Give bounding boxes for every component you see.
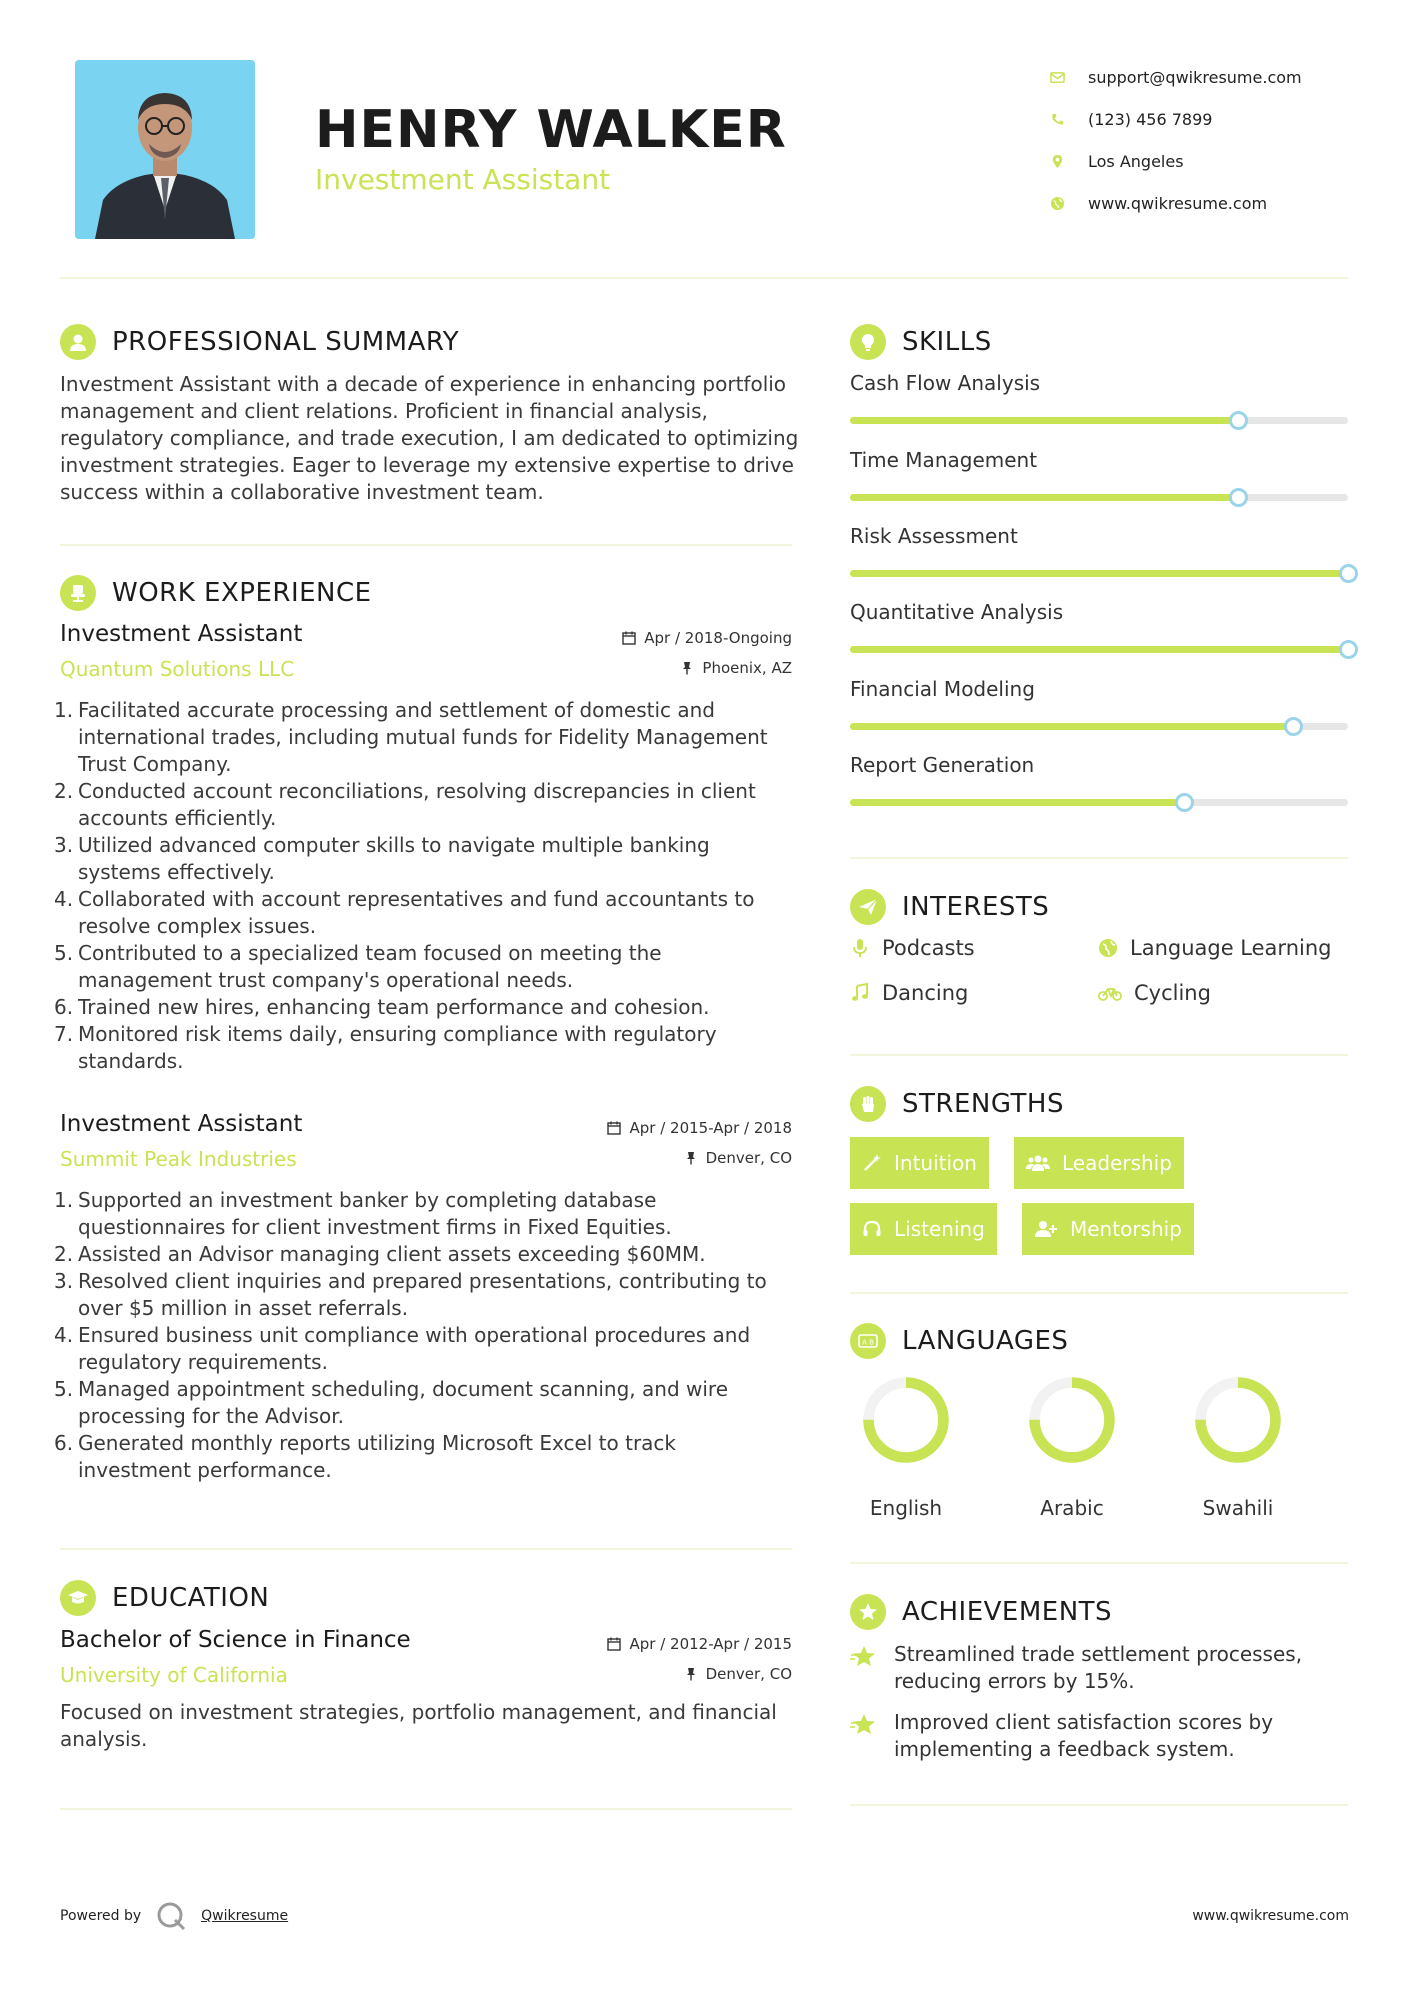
envelope-icon	[1050, 70, 1065, 85]
language-icon	[857, 1330, 879, 1352]
list-item: 2. Conducted account reconciliations, resolving discrepancies in client accounts efficiently.	[54, 779, 756, 830]
job-1-date	[622, 629, 792, 647]
experience-divider	[60, 1548, 792, 1550]
job-2-location-text: Denver, CO	[705, 1149, 792, 1167]
list-item: 1. Supported an investment banker by completing database questionnaires for client investment firms in Fixed Equities.	[54, 1188, 672, 1239]
pushpin-icon	[684, 1667, 698, 1681]
strength-label: Leadership	[1062, 1151, 1172, 1175]
summary-title: PROFESSIONAL SUMMARY	[112, 327, 460, 357]
bicycle-icon	[1098, 983, 1122, 1003]
user-icon	[67, 331, 89, 353]
list-item: 1. Facilitated accurate processing and settlement of domestic and international trades, including mutual funds for Fidelity Management Trust Company.	[54, 698, 768, 776]
pushpin-icon	[680, 661, 694, 675]
user-plus-icon	[1034, 1219, 1058, 1239]
award-star-icon	[850, 1643, 878, 1671]
contact-list	[1050, 56, 1350, 224]
users-icon	[1026, 1153, 1050, 1173]
list-item: 3. Utilized advanced computer skills to navigate multiple banking systems effectively.	[54, 833, 710, 884]
achievement-item	[850, 1709, 1350, 1763]
map-pin-icon	[1050, 154, 1065, 169]
powered-by-label: Powered by	[60, 1908, 142, 1924]
strength-label: Listening	[894, 1217, 985, 1241]
interests-title: INTERESTS	[902, 892, 1050, 922]
languages-heading	[850, 1323, 1068, 1359]
skill-item	[850, 371, 1348, 424]
hand-icon	[857, 1093, 879, 1115]
summary-text: Investment Assistant with a decade of experience in enhancing portfolio management and client relations. Proficient in financial analysis, regulatory compliance, and trade execution, I am dedicated to optimizing investment strategies. Eager to leverage my extensive expertise to drive success within a collaborative investment team.	[60, 372, 799, 504]
language-ring	[858, 1372, 954, 1468]
job-2-location	[684, 1149, 792, 1167]
interest-label: Dancing	[882, 981, 969, 1005]
list-item: 2. Assisted an Advisor managing client assets exceeding $60MM.	[54, 1242, 706, 1266]
skill-name: Quantitative Analysis	[850, 600, 1064, 624]
job-1-location-text: Phoenix, AZ	[702, 659, 792, 677]
achievement-text: Improved client satisfaction scores by implementing a feedback system.	[894, 1710, 1274, 1761]
skill-item	[850, 448, 1348, 501]
list-item: 4. Ensured business unit compliance with operational procedures and regulatory requirements.	[54, 1323, 751, 1374]
interest-item	[850, 936, 975, 960]
job-2-company: Summit Peak Industries	[60, 1147, 297, 1171]
candidate-name: HENRY WALKER	[315, 100, 787, 160]
skill-bar	[850, 646, 1348, 653]
skill-bar	[850, 799, 1348, 806]
profile-photo	[75, 60, 255, 239]
person-silhouette-icon	[75, 60, 255, 239]
interest-label: Cycling	[1134, 981, 1211, 1005]
pushpin-icon	[684, 1151, 698, 1165]
achievement-item	[850, 1641, 1350, 1695]
skills-divider	[850, 857, 1348, 859]
education-date	[607, 1635, 792, 1653]
skill-name: Cash Flow Analysis	[850, 371, 1041, 395]
phone-icon	[1050, 112, 1065, 127]
education-degree: Bachelor of Science in Finance	[60, 1627, 411, 1653]
microphone-icon	[850, 938, 870, 958]
skill-bar	[850, 723, 1348, 730]
job-2-date-text: Apr / 2015-Apr / 2018	[629, 1119, 792, 1137]
contact-location	[1050, 140, 1350, 182]
education-description: Focused on investment strategies, portfolio management, and financial analysis.	[60, 1700, 777, 1751]
magic-wand-icon	[862, 1153, 882, 1173]
list-item: 6. Trained new hires, enhancing team performance and cohesion.	[54, 995, 710, 1019]
footer-url[interactable]: www.qwikresume.com	[1192, 1908, 1349, 1924]
experience-title: WORK EXPERIENCE	[112, 578, 372, 608]
strength-tag	[1022, 1203, 1194, 1255]
experience-heading	[60, 575, 372, 611]
interests-divider	[850, 1054, 1348, 1056]
skills-heading	[850, 324, 992, 360]
education-date-text: Apr / 2012-Apr / 2015	[629, 1635, 792, 1653]
job-1-date-text: Apr / 2018-Ongoing	[644, 629, 792, 647]
svg-text:A B: A B	[862, 1338, 874, 1347]
list-item: 4. Collaborated with account representatives and fund accountants to resolve complex issues.	[54, 887, 755, 938]
header-divider	[60, 277, 1348, 279]
list-item: 5. Managed appointment scheduling, document scanning, and wire processing for the Advisor.	[54, 1377, 728, 1428]
skills-title: SKILLS	[902, 327, 992, 357]
paper-plane-icon	[857, 896, 879, 918]
calendar-icon	[607, 1637, 621, 1651]
strengths-heading	[850, 1086, 1064, 1122]
music-note-icon	[850, 983, 870, 1003]
job-1-company: Quantum Solutions LLC	[60, 657, 295, 681]
languages-divider	[850, 1562, 1348, 1564]
star-badge-icon	[857, 1601, 879, 1623]
calendar-icon	[622, 631, 636, 645]
skill-item	[850, 524, 1348, 577]
contact-email[interactable]	[1050, 56, 1350, 98]
job-2	[54, 1111, 792, 1484]
language-item	[856, 1372, 956, 1520]
job-1	[54, 621, 792, 1075]
strengths-divider	[850, 1292, 1348, 1294]
education-location-text: Denver, CO	[705, 1665, 792, 1683]
achievements-divider	[850, 1804, 1348, 1806]
education-entry	[60, 1627, 792, 1753]
chair-icon	[67, 582, 89, 604]
globe-icon	[1050, 196, 1065, 211]
interest-label: Podcasts	[882, 936, 975, 960]
job-1-location	[680, 659, 792, 677]
education-school: University of California	[60, 1663, 288, 1687]
interest-item	[1098, 936, 1331, 960]
language-ring	[1190, 1372, 1286, 1468]
strength-tag	[1014, 1137, 1184, 1189]
job-1-bullets	[54, 697, 792, 1075]
skill-name: Report Generation	[850, 753, 1035, 777]
contact-website-text: www.qwikresume.com	[1088, 193, 1268, 213]
strengths-title: STRENGTHS	[902, 1089, 1064, 1119]
skill-name: Time Management	[850, 448, 1038, 472]
globe-icon	[1098, 938, 1118, 958]
headphones-icon	[862, 1219, 882, 1239]
skill-bar	[850, 494, 1348, 501]
languages-title: LANGUAGES	[902, 1326, 1069, 1356]
interest-item	[1098, 981, 1211, 1005]
skill-name: Risk Assessment	[850, 524, 1018, 548]
lightbulb-icon	[857, 331, 879, 353]
job-1-role: Investment Assistant	[60, 621, 303, 647]
skill-item	[850, 753, 1348, 806]
interest-item	[850, 981, 968, 1005]
achievements-heading	[850, 1594, 1112, 1630]
qwikresume-logo-icon	[155, 1900, 187, 1932]
education-divider	[60, 1808, 792, 1810]
list-item: 6. Generated monthly reports utilizing Microsoft Excel to track investment performance.	[54, 1431, 676, 1482]
skill-bar	[850, 417, 1348, 424]
interests-heading	[850, 889, 1049, 925]
calendar-icon	[607, 1121, 621, 1135]
language-name: English	[869, 1496, 943, 1520]
footer-brand-link[interactable]: Qwikresume	[201, 1908, 289, 1924]
award-star-icon	[850, 1711, 878, 1739]
education-heading	[60, 1580, 269, 1616]
list-item: 7. Monitored risk items daily, ensuring compliance with regulatory standards.	[54, 1022, 717, 1073]
language-name: Swahili	[1202, 1496, 1274, 1520]
contact-website[interactable]	[1050, 182, 1350, 224]
candidate-title: Investment Assistant	[315, 163, 611, 196]
skill-item	[850, 600, 1348, 653]
strength-label: Mentorship	[1070, 1217, 1182, 1241]
contact-phone-text: (123) 456 7899	[1088, 109, 1213, 129]
skill-bar	[850, 570, 1348, 577]
skill-name: Financial Modeling	[850, 677, 1035, 701]
summary-divider	[60, 544, 792, 546]
language-item	[1188, 1372, 1288, 1520]
graduation-cap-icon	[67, 1587, 89, 1609]
job-2-role: Investment Assistant	[60, 1111, 303, 1137]
education-title: EDUCATION	[112, 1583, 270, 1613]
summary-heading	[60, 324, 459, 360]
achievement-text: Streamlined trade settlement processes, reducing errors by 15%.	[894, 1642, 1303, 1693]
list-item: 5. Contributed to a specialized team focused on meeting the management trust company's operational needs.	[54, 941, 662, 992]
list-item: 3. Resolved client inquiries and prepared presentations, contributing to over $5 million in asset referrals.	[54, 1269, 767, 1320]
language-name: Arabic	[1040, 1496, 1104, 1520]
strength-label: Intuition	[894, 1151, 977, 1175]
contact-email-text: support@qwikresume.com	[1088, 67, 1302, 87]
strength-tag	[850, 1137, 989, 1189]
achievements-title: ACHIEVEMENTS	[902, 1597, 1113, 1627]
language-item	[1022, 1372, 1122, 1520]
strength-tag	[850, 1203, 997, 1255]
contact-phone[interactable]	[1050, 98, 1350, 140]
language-ring	[1024, 1372, 1120, 1468]
footer-powered-by	[60, 1900, 288, 1932]
contact-location-text: Los Angeles	[1088, 151, 1184, 171]
education-location	[684, 1665, 792, 1683]
interest-label: Language Learning	[1130, 936, 1332, 960]
skill-item	[850, 677, 1348, 730]
job-2-date	[607, 1119, 792, 1137]
job-2-bullets	[54, 1187, 792, 1484]
